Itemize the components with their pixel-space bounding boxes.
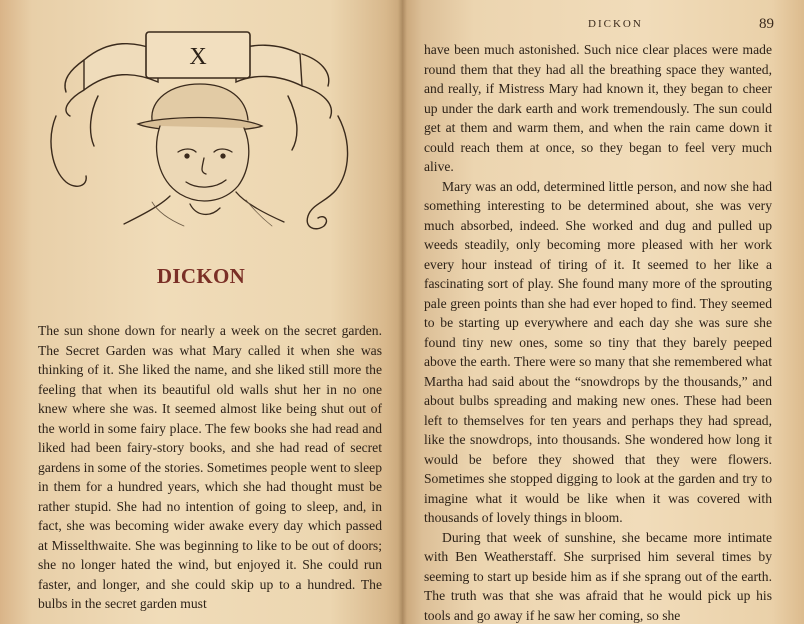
book-gutter — [398, 0, 407, 624]
chapter-numeral: X — [189, 44, 207, 70]
right-page — [402, 0, 804, 624]
boy-portrait — [124, 84, 284, 226]
right-page-body — [424, 40, 772, 624]
page-number: 89 — [759, 16, 774, 32]
chapter-title: DICKON — [156, 264, 246, 288]
paragraph: During that week of sunshine, she became more intimate with Ben Weatherstaff. She surprised him several times by seeming to start up beside him as if she sprang out of the earth. The truth was that she was afraid that he would pick up his tools and go away if he saw her coming, so she — [424, 529, 772, 623]
chapter-illustration — [40, 20, 360, 235]
left-page-body-text: The sun shone down for nearly a week on the secret garden. The Secret Garden was what Mary called it when she was thinking of it. She liked the name, and she liked still more the feeling that when its beautiful old walls shut her in no one knew where she was. It seemed almost like being shut out of the world in some fairy place. The few books she had read and liked had been fairy-story books, and she had read of secret gardens in some of the stories. Sometimes people went to sleep in them for a hundred years, which she had thought must be rather stupid. She had no intention of going to sleep, and, in fact, she was becoming wider awake every day which passed at Misselthwaite. She was beginning to like to be out of doors; she no longer hated the wind, but enjoyed it. She could run faster, and longer, and she could skip up to a hundred. The bulbs in the secret garden must — [38, 323, 382, 611]
paragraph: have been much astonished. Such nice clear places were made round them that they had all the breathing space they wanted, and really, if Mistress Mary had known it, they began to cheer up under the dark earth and work tremendously. The sun could get at them and warm them, and when the rain came down it could reach them at once, so they began to feel very much alive. — [424, 42, 772, 174]
paragraph: Mary was an odd, determined little person, and now she had something interesting to be determined about, she was very much absorbed, indeed. She worked and dug and pulled up weeds steadily, only becoming more pleased with her work every hour instead of tiring of it. It seemed to her like a fascinating sort of play. She found many more of the sprouting pale green points than she had ever hoped to find. They seemed to be starting up everywhere and each day she was sure she found tiny new ones, some so tiny that they barely peeped above the earth. There were so many that she remembered what Martha had said about the “snowdrops by the thousands,” and about bulbs spreading and making new ones. These had been left to themselves for ten years and perhaps they had spread, like the snowdrops, into thousands. She wondered how long it would be before they showed that they were flowers. Sometimes she stopped digging to look at the garden and try to imagine what it would be like when it was covered with thousands of lovely things in bloom. — [424, 178, 772, 525]
running-head: DICKON — [588, 18, 643, 30]
